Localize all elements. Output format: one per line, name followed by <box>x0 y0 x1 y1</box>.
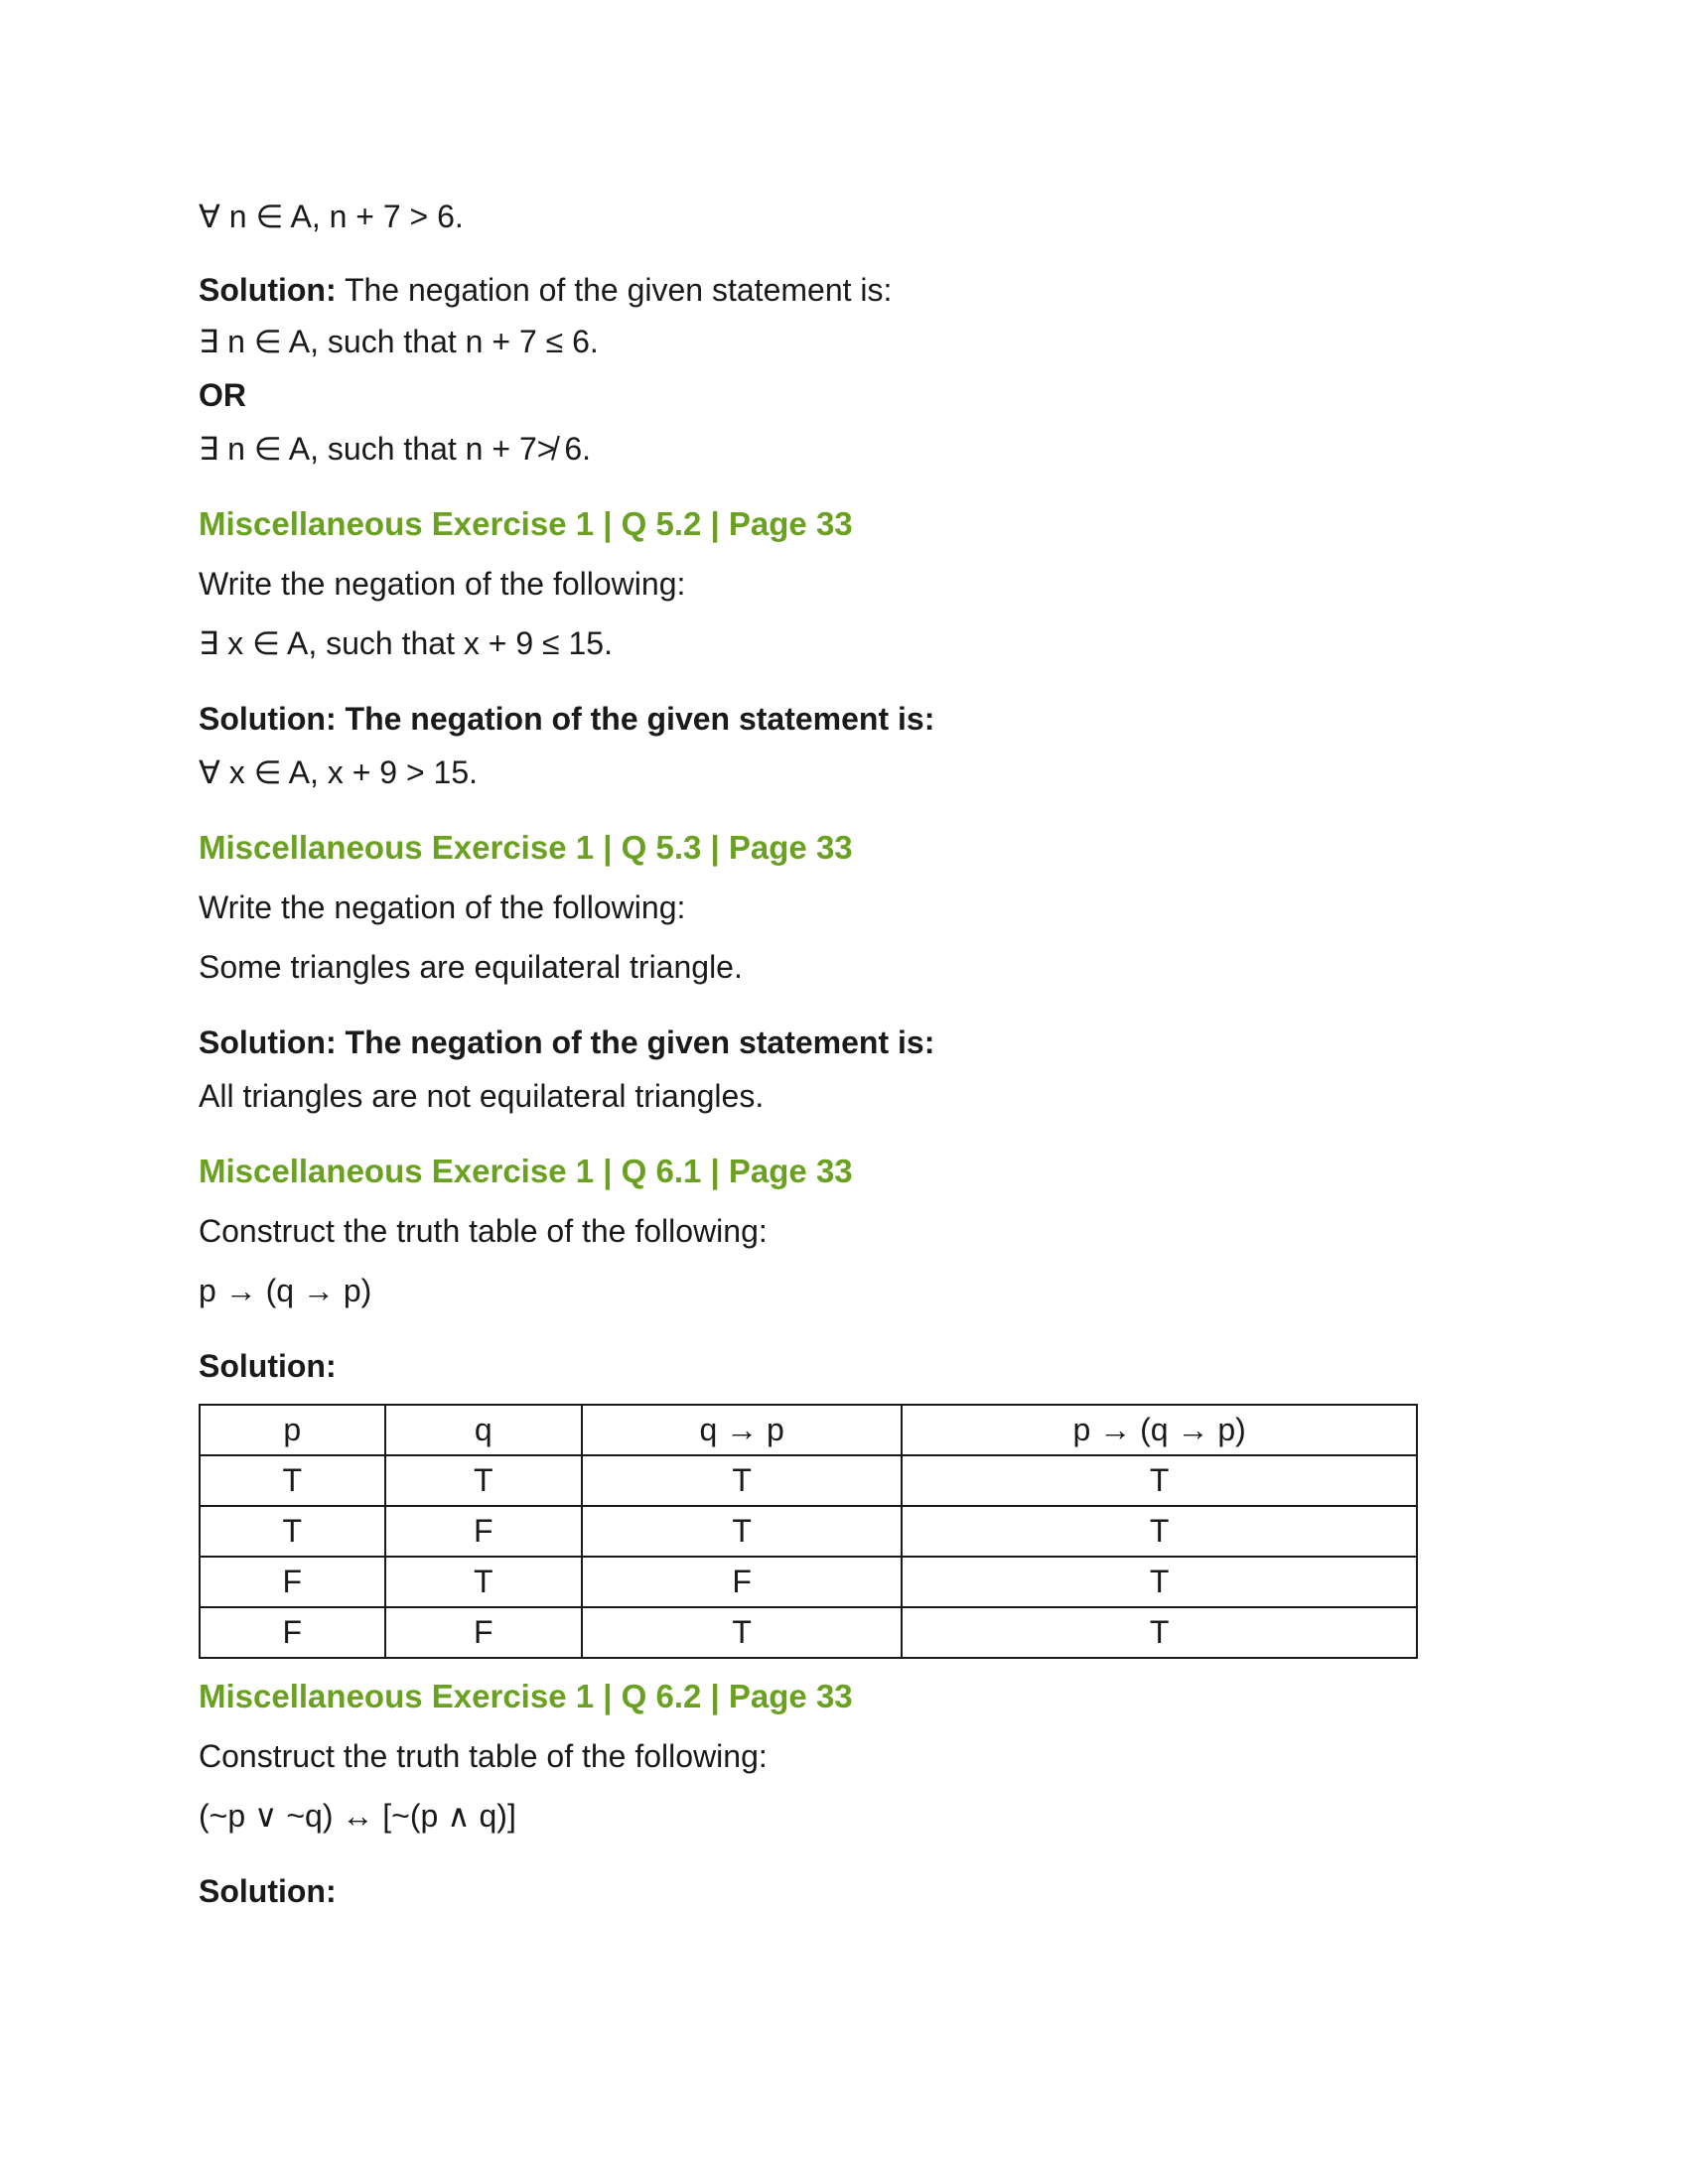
truth-table-cell: F <box>200 1607 385 1658</box>
truth-table-cell: T <box>385 1557 582 1607</box>
truth-table-cell: T <box>200 1506 385 1557</box>
q62-heading: Miscellaneous Exercise 1 | Q 6.2 | Page 33 <box>199 1678 853 1714</box>
solution-1-line-1: ∃ n ∈ A, such that n + 7 ≤ 6. <box>199 324 599 359</box>
truth-table-cell: F <box>200 1557 385 1607</box>
truth-table-cell: T <box>902 1607 1417 1658</box>
q61-solution: Solution: <box>199 1348 337 1384</box>
truth-table-row <box>200 1455 1417 1506</box>
truth-table-cell: T <box>902 1455 1417 1506</box>
truth-table-row <box>200 1506 1417 1557</box>
solution-1 <box>199 270 1489 310</box>
truth-table-cell: F <box>385 1506 582 1557</box>
q61-statement: p → (q → p) <box>199 1273 372 1308</box>
document-page <box>199 197 1489 1911</box>
truth-table-row <box>200 1557 1417 1607</box>
solution-1-line-2: ∃ n ∈ A, such that n + 7≯ 6. <box>199 431 591 467</box>
truth-table-header: p <box>200 1405 385 1455</box>
q52-prompt: Write the negation of the following: <box>199 566 686 602</box>
q53-solution: Solution: The negation of the given statement is: <box>199 1024 935 1060</box>
q62-solution: Solution: <box>199 1873 337 1909</box>
q53-prompt: Write the negation of the following: <box>199 889 686 925</box>
intro-statement: ∀ n ∈ A, n + 7 > 6. <box>199 199 464 234</box>
truth-table-header-row <box>200 1405 1417 1455</box>
truth-table-header: q <box>385 1405 582 1455</box>
truth-table-cell: T <box>902 1506 1417 1557</box>
truth-table-row <box>200 1607 1417 1658</box>
solution-1-label: Solution: <box>199 272 337 308</box>
truth-table-header: q → p <box>582 1405 902 1455</box>
truth-table-cell: T <box>582 1607 902 1658</box>
q52-statement: ∃ x ∈ A, such that x + 9 ≤ 15. <box>199 625 613 661</box>
q52-solution: Solution: The negation of the given statement is: <box>199 701 935 737</box>
q53-heading: Miscellaneous Exercise 1 | Q 5.3 | Page 33 <box>199 829 853 866</box>
q62-prompt: Construct the truth table of the following: <box>199 1738 768 1774</box>
truth-table-cell: T <box>582 1506 902 1557</box>
q52-answer: ∀ x ∈ A, x + 9 > 15. <box>199 754 479 790</box>
truth-table <box>199 1404 1418 1659</box>
truth-table-cell: T <box>385 1455 582 1506</box>
truth-table-header: p → (q → p) <box>902 1405 1417 1455</box>
truth-table-cell: T <box>582 1455 902 1506</box>
q61-prompt: Construct the truth table of the following: <box>199 1213 768 1249</box>
truth-table-cell: F <box>385 1607 582 1658</box>
q62-statement: (~p ∨ ~q) ↔ [~(p ∧ q)] <box>199 1798 516 1834</box>
truth-table-cell: T <box>200 1455 385 1506</box>
q52-heading: Miscellaneous Exercise 1 | Q 5.2 | Page 33 <box>199 505 853 542</box>
solution-1-or: OR <box>199 377 246 413</box>
solution-1-text: The negation of the given statement is: <box>336 272 893 308</box>
q53-statement: Some triangles are equilateral triangle. <box>199 949 743 985</box>
q53-answer: All triangles are not equilateral triangles. <box>199 1078 765 1114</box>
q61-heading: Miscellaneous Exercise 1 | Q 6.1 | Page 33 <box>199 1153 853 1189</box>
truth-table-cell: F <box>582 1557 902 1607</box>
truth-table-cell: T <box>902 1557 1417 1607</box>
